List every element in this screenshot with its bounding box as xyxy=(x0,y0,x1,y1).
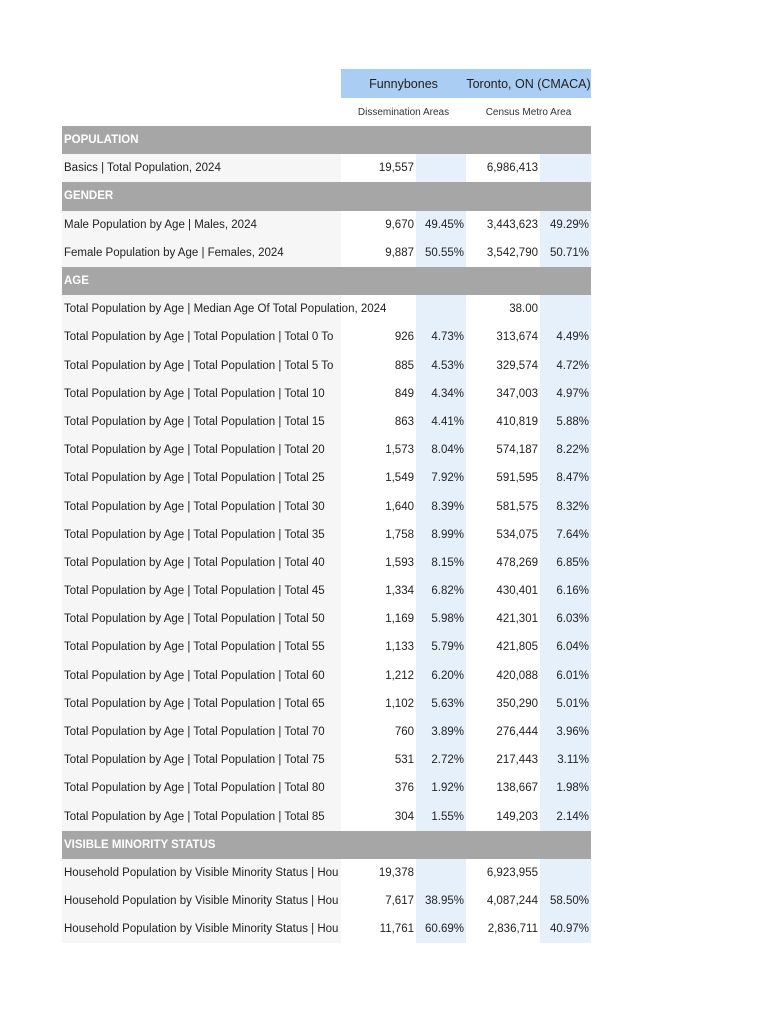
geo1-value-cell[interactable]: 1,102 xyxy=(385,697,414,710)
section-title[interactable]: AGE xyxy=(64,275,89,288)
geo1-value-cell[interactable]: 849 xyxy=(394,387,414,400)
geo2-value-cell[interactable]: 421,301 xyxy=(496,613,538,626)
table-row xyxy=(62,211,591,239)
geo1-value-cell[interactable]: 1,212 xyxy=(385,669,414,682)
geo2-percent-cell[interactable]: 49.29% xyxy=(540,211,591,239)
row-label-cell[interactable]: Total Population by Age | Total Population | Total 80 xyxy=(62,774,341,802)
geo2-value-cell[interactable]: 313,674 xyxy=(496,331,538,344)
table-row xyxy=(62,803,591,831)
geo1-percent-cell[interactable]: 4.34% xyxy=(416,380,466,408)
row-label-cell[interactable]: Total Population by Age | Total Population | Total 65 xyxy=(62,690,341,718)
section-title[interactable]: VISIBLE MINORITY STATUS xyxy=(64,838,216,851)
geo2-value-cell[interactable]: 6,923,955 xyxy=(486,866,538,879)
geo1-percent-cell[interactable]: 4.41% xyxy=(416,408,466,436)
geo2-percent-cell[interactable]: 3.11% xyxy=(540,746,591,774)
geo1-percent-cell[interactable]: 50.55% xyxy=(416,239,466,267)
geo1-value-cell[interactable]: 531 xyxy=(394,754,414,767)
geo1-value-cell[interactable]: 19,378 xyxy=(378,866,414,879)
geo2-value-cell[interactable]: 350,290 xyxy=(496,697,538,710)
geo1-value-cell[interactable]: 760 xyxy=(394,726,414,739)
geo2-value-cell[interactable]: 420,088 xyxy=(496,669,538,682)
table-row xyxy=(62,718,591,746)
geo2-value-cell[interactable]: 347,003 xyxy=(496,387,538,400)
table-body xyxy=(62,126,591,943)
row-label-cell[interactable]: Total Population by Age | Total Population | Total 10 xyxy=(62,380,341,408)
geo1-percent-cell[interactable]: 5.98% xyxy=(416,605,466,633)
table-row xyxy=(62,887,591,915)
geo1-percent-cell[interactable]: 8.15% xyxy=(416,549,466,577)
row-label-cell[interactable]: Total Population by Age | Total Population | Total 55 xyxy=(62,633,341,661)
geo2-header[interactable]: Toronto, ON (CMACA) xyxy=(466,69,591,98)
geo2-value-cell[interactable]: 4,087,244 xyxy=(486,895,538,908)
geo2-percent-cell[interactable]: 4.72% xyxy=(540,352,591,380)
geo1-header[interactable]: Funnybones xyxy=(341,69,466,98)
geo2-percent-cell[interactable]: 40.97% xyxy=(540,915,591,943)
row-label-cell[interactable]: Total Population by Age | Total Population | Total 60 xyxy=(62,662,341,690)
geo1-value-cell[interactable]: 1,640 xyxy=(385,500,414,513)
table-row xyxy=(62,521,591,549)
geography-type-row xyxy=(62,98,591,126)
geo2-value-cell[interactable]: 138,667 xyxy=(496,782,538,795)
geo2-percent-cell[interactable]: 5.01% xyxy=(540,690,591,718)
geo1-value-cell[interactable]: 926 xyxy=(394,331,414,344)
geo2-value-cell[interactable]: 574,187 xyxy=(496,444,538,457)
geo1-percent-cell[interactable]: 7.92% xyxy=(416,464,466,492)
geo1-percent-cell[interactable]: 1.92% xyxy=(416,774,466,802)
row-label-cell[interactable]: Household Population by Visible Minority Status | Hou xyxy=(62,915,341,943)
geo2-percent-cell[interactable]: 8.47% xyxy=(540,464,591,492)
geo2-value-cell[interactable]: 581,575 xyxy=(496,500,538,513)
table-row xyxy=(62,690,591,718)
table-row xyxy=(62,577,591,605)
row-label-cell[interactable]: Total Population by Age | Total Population | Total 85 xyxy=(62,803,341,831)
table-row xyxy=(62,408,591,436)
section-title[interactable]: GENDER xyxy=(64,190,114,203)
geo1-value-cell[interactable]: 863 xyxy=(394,415,414,428)
row-label-cell[interactable]: Total Population by Age | Total Population | Total 35 xyxy=(62,521,341,549)
geo2-percent-cell[interactable]: 50.71% xyxy=(540,239,591,267)
geo1-percent-cell[interactable]: 4.73% xyxy=(416,323,466,351)
geo2-value-cell[interactable]: 421,805 xyxy=(496,641,538,654)
geo2-value-cell[interactable]: 329,574 xyxy=(496,359,538,372)
geo2-percent-cell[interactable]: 6.03% xyxy=(540,605,591,633)
geo2-value-cell[interactable]: 38.00 xyxy=(509,303,538,316)
geo1-type[interactable]: Dissemination Areas xyxy=(357,106,450,118)
table-row xyxy=(62,549,591,577)
row-label-cell[interactable]: Basics | Total Population, 2024 xyxy=(62,154,341,182)
row-label-cell[interactable]: Total Population by Age | Total Population | Total 75 xyxy=(62,746,341,774)
geo1-percent-cell[interactable]: 8.99% xyxy=(416,521,466,549)
geo1-percent-cell[interactable]: 60.69% xyxy=(416,915,466,943)
geo2-value-cell[interactable]: 2,836,711 xyxy=(487,923,538,936)
geo1-percent-cell[interactable]: 3.89% xyxy=(416,718,466,746)
geo1-value-cell[interactable]: 9,670 xyxy=(385,218,414,231)
geo2-percent-cell[interactable]: 5.88% xyxy=(540,408,591,436)
table-row xyxy=(62,859,591,887)
geo1-percent-cell[interactable]: 6.20% xyxy=(416,662,466,690)
geo1-percent-cell[interactable]: 8.39% xyxy=(416,492,466,520)
geo1-percent-cell[interactable]: 49.45% xyxy=(416,211,466,239)
table-row xyxy=(62,633,591,661)
geo1-percent-cell[interactable] xyxy=(416,154,466,182)
geo1-value-cell[interactable]: 1,573 xyxy=(385,444,414,457)
table-row xyxy=(62,662,591,690)
geo2-value-cell[interactable]: 3,542,790 xyxy=(486,246,538,259)
geo1-percent-cell[interactable]: 6.82% xyxy=(416,577,466,605)
section-header xyxy=(62,267,591,295)
geo1-value-cell[interactable]: 1,133 xyxy=(385,641,414,654)
geo2-value-cell[interactable]: 149,203 xyxy=(496,810,538,823)
geo2-percent-cell[interactable]: 4.49% xyxy=(540,323,591,351)
geo1-percent-cell[interactable]: 2.72% xyxy=(416,746,466,774)
geo1-percent-cell[interactable]: 38.95% xyxy=(416,887,466,915)
table-row xyxy=(62,352,591,380)
section-header xyxy=(62,126,591,154)
row-label-cell[interactable]: Total Population by Age | Total Population | Total 0 To xyxy=(62,323,341,351)
geo2-percent-cell[interactable]: 4.97% xyxy=(540,380,591,408)
geo2-value-cell[interactable]: 534,075 xyxy=(496,528,538,541)
geo2-percent-cell[interactable] xyxy=(540,295,591,323)
geo1-percent-cell[interactable]: 8.04% xyxy=(416,436,466,464)
geo1-value-cell[interactable]: 885 xyxy=(394,359,414,372)
section-title[interactable]: POPULATION xyxy=(64,134,139,147)
geo2-type[interactable]: Census Metro Area xyxy=(485,106,572,118)
row-label-cell[interactable]: Total Population by Age | Total Population | Total 20 xyxy=(62,436,341,464)
table-row xyxy=(62,774,591,802)
geo1-value-cell[interactable]: 1,593 xyxy=(385,556,414,569)
geo1-percent-cell[interactable] xyxy=(416,295,466,323)
geo2-percent-cell[interactable]: 6.16% xyxy=(540,577,591,605)
geo1-percent-cell[interactable]: 5.63% xyxy=(416,690,466,718)
geo1-value-cell[interactable]: 376 xyxy=(394,782,414,795)
geo1-percent-cell[interactable] xyxy=(416,859,466,887)
row-label-cell[interactable]: Total Population by Age | Median Age Of Total Population, 2024 xyxy=(62,295,341,323)
geo2-percent-cell[interactable]: 8.32% xyxy=(540,492,591,520)
table-row xyxy=(62,436,591,464)
spreadsheet xyxy=(62,69,591,943)
geo1-value-cell[interactable]: 7,617 xyxy=(385,895,414,908)
geo2-percent-cell[interactable]: 6.85% xyxy=(540,549,591,577)
row-label-cell[interactable]: Total Population by Age | Total Population | Total 50 xyxy=(62,605,341,633)
table-row xyxy=(62,295,591,323)
row-label-cell[interactable]: Total Population by Age | Total Population | Total 15 xyxy=(62,408,341,436)
row-label-cell[interactable]: Female Population by Age | Females, 2024 xyxy=(62,239,341,267)
section-header xyxy=(62,831,591,859)
row-label-cell[interactable]: Total Population by Age | Total Population | Total 5 To xyxy=(62,352,341,380)
geo1-percent-cell[interactable]: 1.55% xyxy=(416,803,466,831)
row-label-cell[interactable]: Total Population by Age | Total Population | Total 40 xyxy=(62,549,341,577)
geo1-value-cell[interactable]: 11,761 xyxy=(379,923,414,936)
row-label-cell[interactable]: Total Population by Age | Total Population | Total 70 xyxy=(62,718,341,746)
table-row xyxy=(62,492,591,520)
geo2-percent-cell[interactable]: 8.22% xyxy=(540,436,591,464)
geo1-value-cell[interactable]: 1,334 xyxy=(385,585,414,598)
geo1-percent-cell[interactable]: 5.79% xyxy=(416,633,466,661)
geo1-value-cell[interactable]: 19,557 xyxy=(378,162,414,175)
geo2-value-cell[interactable]: 478,269 xyxy=(496,556,538,569)
geo2-value-cell[interactable]: 6,986,413 xyxy=(486,162,538,175)
geo2-value-cell[interactable]: 410,819 xyxy=(496,415,538,428)
table-row xyxy=(62,239,591,267)
geo1-value-cell[interactable]: 1,549 xyxy=(385,472,414,485)
geo2-percent-cell[interactable]: 2.14% xyxy=(540,803,591,831)
geo2-value-cell[interactable]: 217,443 xyxy=(496,754,538,767)
geo1-value-cell[interactable]: 1,169 xyxy=(385,613,414,626)
geo2-value-cell[interactable]: 276,444 xyxy=(496,726,538,739)
geo2-percent-cell[interactable]: 6.04% xyxy=(540,633,591,661)
table-row xyxy=(62,464,591,492)
geo2-percent-cell[interactable]: 6.01% xyxy=(540,662,591,690)
table-row xyxy=(62,915,591,943)
table-row xyxy=(62,154,591,182)
geo2-value-cell[interactable]: 591,595 xyxy=(496,472,538,485)
table-row xyxy=(62,605,591,633)
geo1-value-cell[interactable]: 9,887 xyxy=(385,246,414,259)
geo2-percent-cell[interactable] xyxy=(540,154,591,182)
geo2-percent-cell[interactable]: 1.98% xyxy=(540,774,591,802)
row-label-cell[interactable]: Total Population by Age | Total Population | Total 25 xyxy=(62,464,341,492)
geo2-percent-cell[interactable]: 7.64% xyxy=(540,521,591,549)
section-header xyxy=(62,182,591,210)
row-label-cell[interactable]: Household Population by Visible Minority Status | Hou xyxy=(62,859,341,887)
table-row xyxy=(62,380,591,408)
geo1-percent-cell[interactable]: 4.53% xyxy=(416,352,466,380)
geo2-value-cell[interactable]: 430,401 xyxy=(496,585,538,598)
row-label-cell[interactable]: Male Population by Age | Males, 2024 xyxy=(62,211,341,239)
table-row xyxy=(62,323,591,351)
row-label-cell[interactable]: Total Population by Age | Total Population | Total 45 xyxy=(62,577,341,605)
row-label-cell[interactable]: Total Population by Age | Total Population | Total 30 xyxy=(62,492,341,520)
table-row xyxy=(62,746,591,774)
geo2-percent-cell[interactable] xyxy=(540,859,591,887)
row-label-cell[interactable]: Household Population by Visible Minority Status | Hou xyxy=(62,887,341,915)
geography-header-row xyxy=(62,69,591,98)
geo1-value-cell[interactable]: 304 xyxy=(394,810,414,823)
geo2-percent-cell[interactable]: 58.50% xyxy=(540,887,591,915)
geo1-value-cell[interactable]: 1,758 xyxy=(385,528,414,541)
geo2-percent-cell[interactable]: 3.96% xyxy=(540,718,591,746)
geo2-value-cell[interactable]: 3,443,623 xyxy=(486,218,538,231)
